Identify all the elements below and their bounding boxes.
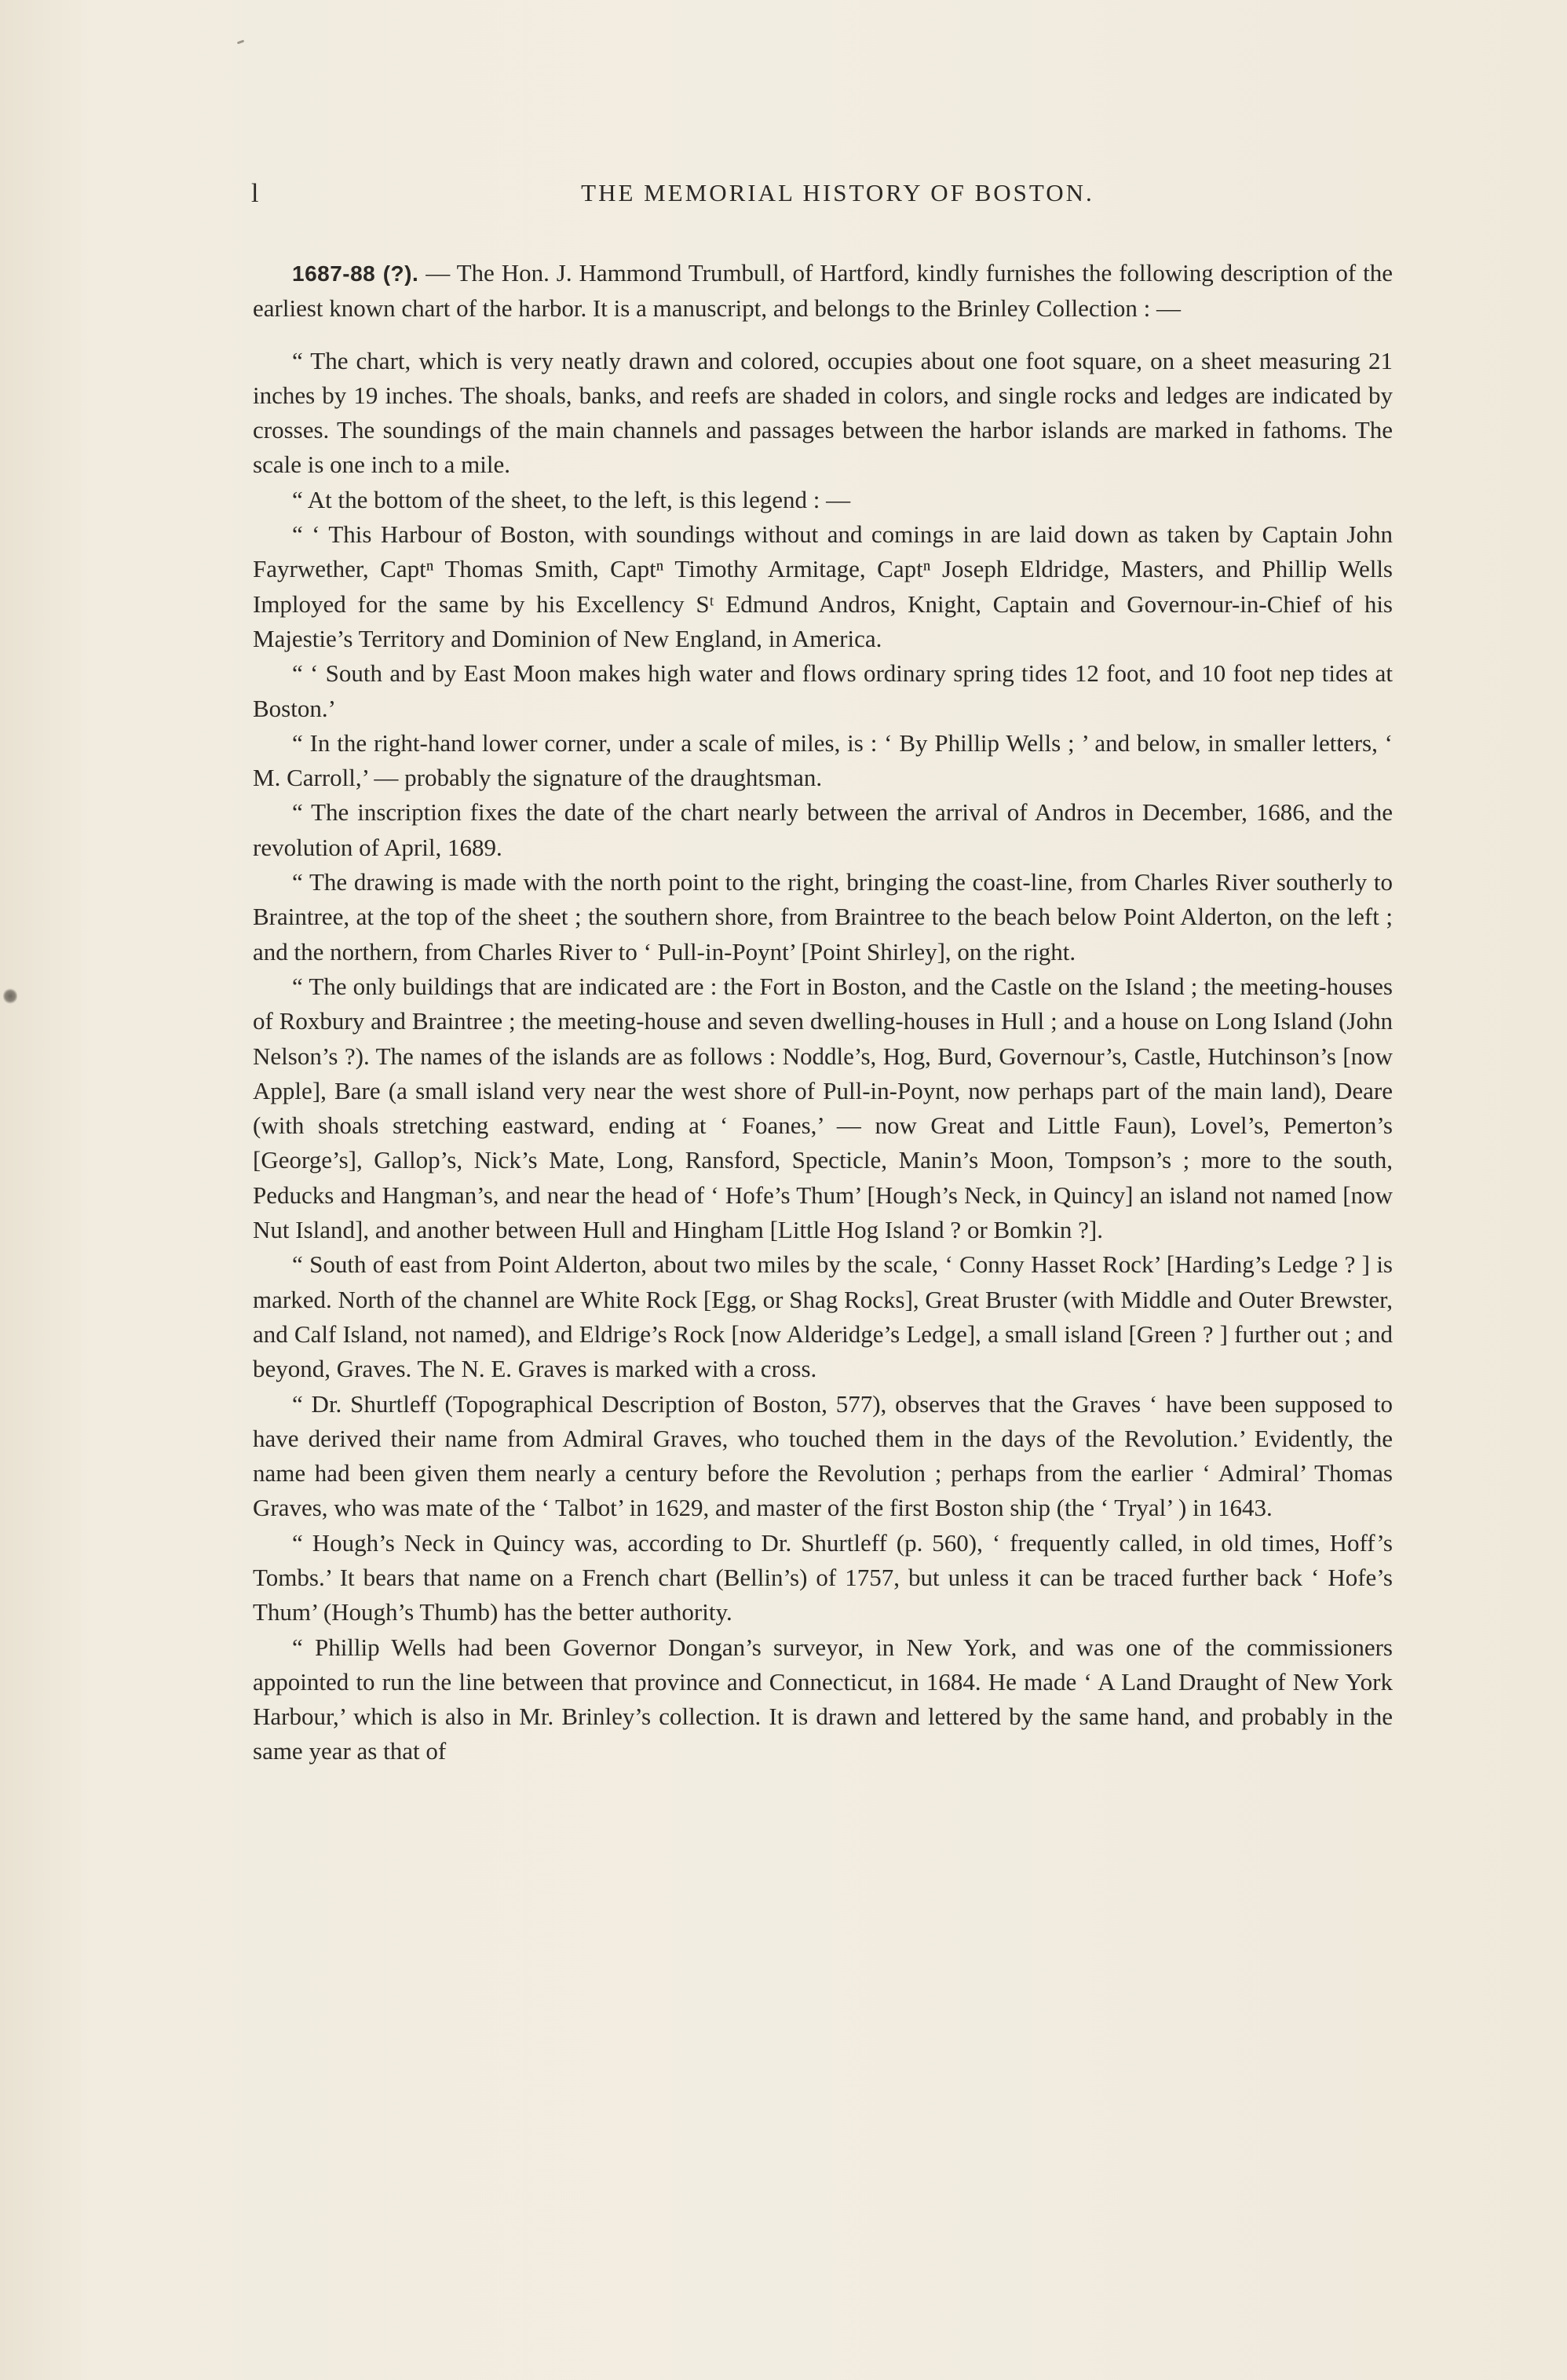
paragraph: “ The only buildings that are indicated are : the Fort in Boston, and the Castle on the Island ; the meeting-houses of Roxbury and Braintree ; the meeting-house and seven dwelling-houses in Hull ; and a house on Long Island (John Nelson’s ?). The names of the islands are as follows : Noddle’s, Hog, Burd, Governour’s, Castle, Hutchinson’s [now Apple], Bare (a small island very near the west shore of Pull-in-Poynt, now perhaps part of the main land), Deare (with shoals stretching eastward, ending at ‘ Foanes,’ — now Great and Little Faun), Lovel’s, Pemerton’s [George’s], Gallop’s, Nick’s Mate, Long, Ransford, Specticle, Manin’s Moon, Tompson’s ; more to the south, Peducks and Hangman’s, and near the head of ‘ Hofe’s Thum’ [Hough’s Neck, in Quincy] an island not named [now Nut Island], and another between Hull and Hingham [Little Hog Island ? or Bomkin ?]. [253, 972, 1393, 1244]
paper-speck [237, 40, 244, 45]
entry-date-label: 1687-88 (?). [292, 261, 419, 286]
lead-paragraph [253, 256, 1393, 327]
paragraph: “ Phillip Wells had been Governor Dongan’s surveyor, in New York, and was one of the commissioners appointed to run the line between that province and Connecticut, in 1684. He made ‘ A Land Draught of New York Harbour,’ which is also in Mr. Brinley’s collection. It is drawn and lettered by the same hand, and probably in the same year as that of [253, 1633, 1393, 1765]
paragraph: “ Hough’s Neck in Quincy was, according to Dr. Shurtleff (p. 560), ‘ frequently called, in old times, Hoff’s Tombs.’ It bears that name on a French chart (Bellin’s) of 1757, but unless it can be traced further back ‘ Hofe’s Thum’ (Hough’s Thumb) has the better authority. [253, 1528, 1393, 1626]
running-head-title: THE MEMORIAL HISTORY OF BOSTON. [581, 179, 1094, 206]
lead-paragraph-text: — The Hon. J. Hammond Trumbull, of Hartford, kindly furnishes the following description of the earliest known chart of the harbor. It is a manuscript, and belongs to the Brinley Collection : — [253, 259, 1393, 323]
body-text [253, 256, 1393, 1769]
paragraph: “ Dr. Shurtleff (Topographical Description of Boston, 577), observes that the Graves ‘ have been supposed to have derived their name from Admiral Graves, who touched them in the days of the Revolution.’ Evidently, the name had been given them nearly a century before the Revolution ; perhaps from the earlier ‘ Admiral’ Thomas Graves, who was mate of the ‘ Talbot’ in 1629, and master of the first Boston ship (the ‘ Tryal’ ) in 1643. [253, 1389, 1393, 1522]
paragraph: “ South of east from Point Alderton, about two miles by the scale, ‘ Conny Hasset Rock’ [Harding’s Ledge ? ] is marked. North of the channel are White Rock [Egg, or Shag Rocks], Great Bruster (with Middle and Outer Brewster, and Calf Island, not named), and Eldrige’s Rock [now Alderidge’s Ledge], a small island [Green ? ] further out ; and beyond, Graves. The N. E. Graves is marked with a cross. [253, 1250, 1393, 1383]
paragraph: “ ‘ This Harbour of Boston, with soundings without and comings in are laid down as taken by Captain John Fayrwether, Captⁿ Thomas Smith, Captⁿ Timothy Armitage, Captⁿ Joseph Eldridge, Masters, and Phillip Wells Imployed for the same by his Excellency Sᵗ Edmund Andros, Knight, Captain and Governour-in-Chief of his Majestie’s Territory and Dominion of New England, in America. [253, 520, 1393, 652]
paragraph: “ The chart, which is very neatly drawn and colored, occupies about one foot square, on a sheet measuring 21 inches by 19 inches. The shoals, banks, and reefs are shaded in colors, and single rocks and ledges are indicated by crosses. The soundings of the main channels and passages between the harbor islands are marked in fathoms. The scale is one inch to a mile. [253, 346, 1393, 479]
paragraph: “ The drawing is made with the north point to the right, bringing the coast-line, from Charles River southerly to Braintree, at the top of the sheet ; the southern shore, from Braintree to the beach below Point Alderton, on the left ; and the northern, from Charles River to ‘ Pull-in-Poynt’ [Point Shirley], on the right. [253, 868, 1393, 966]
paragraph: “ ‘ South and by East Moon makes high water and flows ordinary spring tides 12 foot, and 10 foot nep tides at Boston.’ [253, 659, 1393, 722]
binding-mark [3, 987, 17, 1005]
page-number: l [251, 179, 260, 208]
paragraph: “ At the bottom of the sheet, to the left, is this legend : — [292, 485, 851, 513]
paragraph: “ In the right-hand lower corner, under a scale of miles, is : ‘ By Phillip Wells ; ’ and below, in smaller letters, ‘ M. Carroll,’ — probably the signature of the draughtsman. [253, 728, 1393, 792]
paragraph: “ The inscription fixes the date of the chart nearly between the arrival of Andros in December, 1686, and the revolution of April, 1689. [253, 798, 1393, 861]
running-head [251, 179, 1396, 218]
